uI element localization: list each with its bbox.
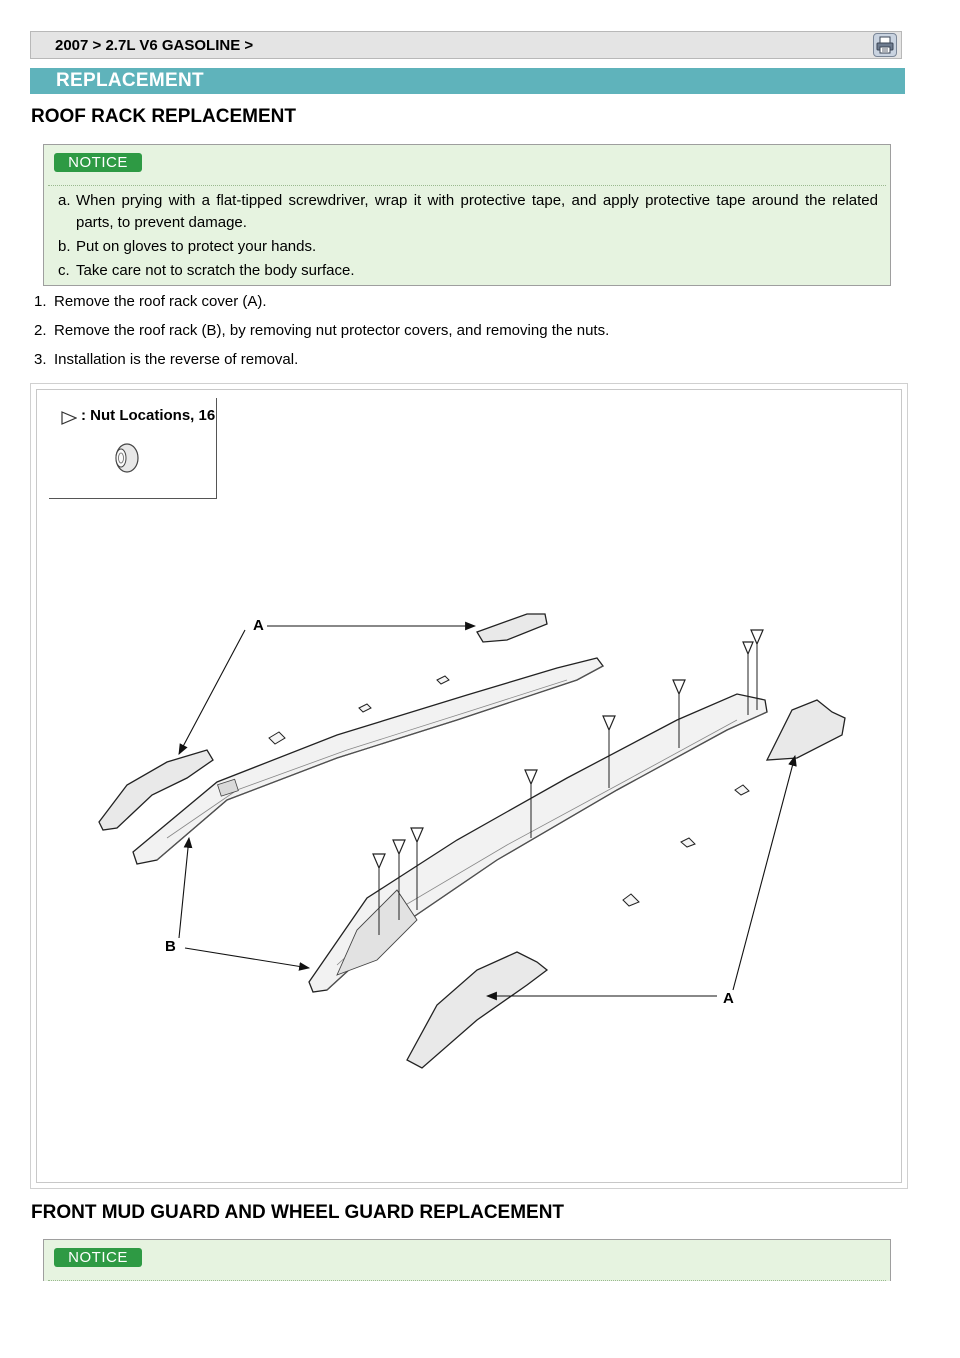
notice-item-text: Take care not to scratch the body surface. bbox=[76, 262, 355, 279]
callout-a-bottom: A bbox=[723, 990, 734, 1007]
section-title: REPLACEMENT bbox=[56, 70, 204, 91]
nut-protector-covers bbox=[269, 676, 749, 906]
notice-item bbox=[58, 190, 878, 234]
roof-rack-diagram bbox=[37, 390, 903, 1184]
step-number: 3. bbox=[34, 351, 47, 368]
print-button[interactable] bbox=[873, 33, 897, 57]
procedure-step bbox=[34, 320, 609, 349]
figure-inner-frame bbox=[36, 389, 902, 1183]
roof-rack-cover-upper-right bbox=[477, 614, 547, 642]
callout-a-top: A bbox=[253, 617, 264, 634]
notice-divider bbox=[48, 185, 886, 186]
mud-guard-heading: FRONT MUD GUARD AND WHEEL GUARD REPLACEMENT bbox=[31, 1202, 565, 1223]
step-number: 1. bbox=[34, 293, 47, 310]
step-text: Remove the roof rack cover (A). bbox=[54, 293, 267, 310]
roof-rack-cover-lower-right bbox=[767, 700, 845, 760]
notice-list bbox=[58, 190, 878, 284]
mud-guard-notice bbox=[43, 1239, 891, 1281]
nut-legend-text: : Nut Locations, 16 bbox=[81, 407, 216, 424]
notice-item-text: Put on gloves to protect your hands. bbox=[76, 238, 317, 255]
step-text: Installation is the reverse of removal. bbox=[54, 351, 299, 368]
roof-rack-heading: ROOF RACK REPLACEMENT bbox=[31, 106, 296, 127]
roof-rack-cover-lower-left bbox=[407, 952, 547, 1068]
notice-badge: NOTICE bbox=[54, 153, 142, 172]
step-text: Remove the roof rack (B), by removing nut protector covers, and removing the nuts. bbox=[54, 322, 610, 339]
roof-rack-figure bbox=[30, 383, 908, 1189]
notice-item-text: When prying with a flat-tipped screwdriver, wrap it with protective tape, and apply protective tape around the related parts, to prevent damage. bbox=[76, 192, 878, 231]
callout-arrows bbox=[179, 626, 795, 996]
procedure-step bbox=[34, 349, 609, 378]
notice-divider bbox=[48, 1280, 886, 1281]
notice-item-mark: c. bbox=[58, 262, 70, 279]
notice-badge: NOTICE bbox=[54, 1248, 142, 1267]
notice-item-mark: b. bbox=[58, 238, 71, 255]
notice-item-mark: a. bbox=[58, 192, 71, 209]
notice-item bbox=[58, 236, 878, 258]
callout-b: B bbox=[165, 938, 176, 955]
procedure-steps bbox=[34, 291, 609, 378]
printer-icon bbox=[874, 34, 896, 56]
roof-rack-notice bbox=[43, 144, 891, 286]
step-number: 2. bbox=[34, 322, 47, 339]
section-title-bar bbox=[30, 68, 905, 94]
breadcrumb bbox=[30, 31, 902, 59]
notice-item bbox=[58, 260, 878, 282]
procedure-step bbox=[34, 291, 609, 320]
breadcrumb-text: 2007 > 2.7L V6 GASOLINE > bbox=[55, 37, 254, 54]
